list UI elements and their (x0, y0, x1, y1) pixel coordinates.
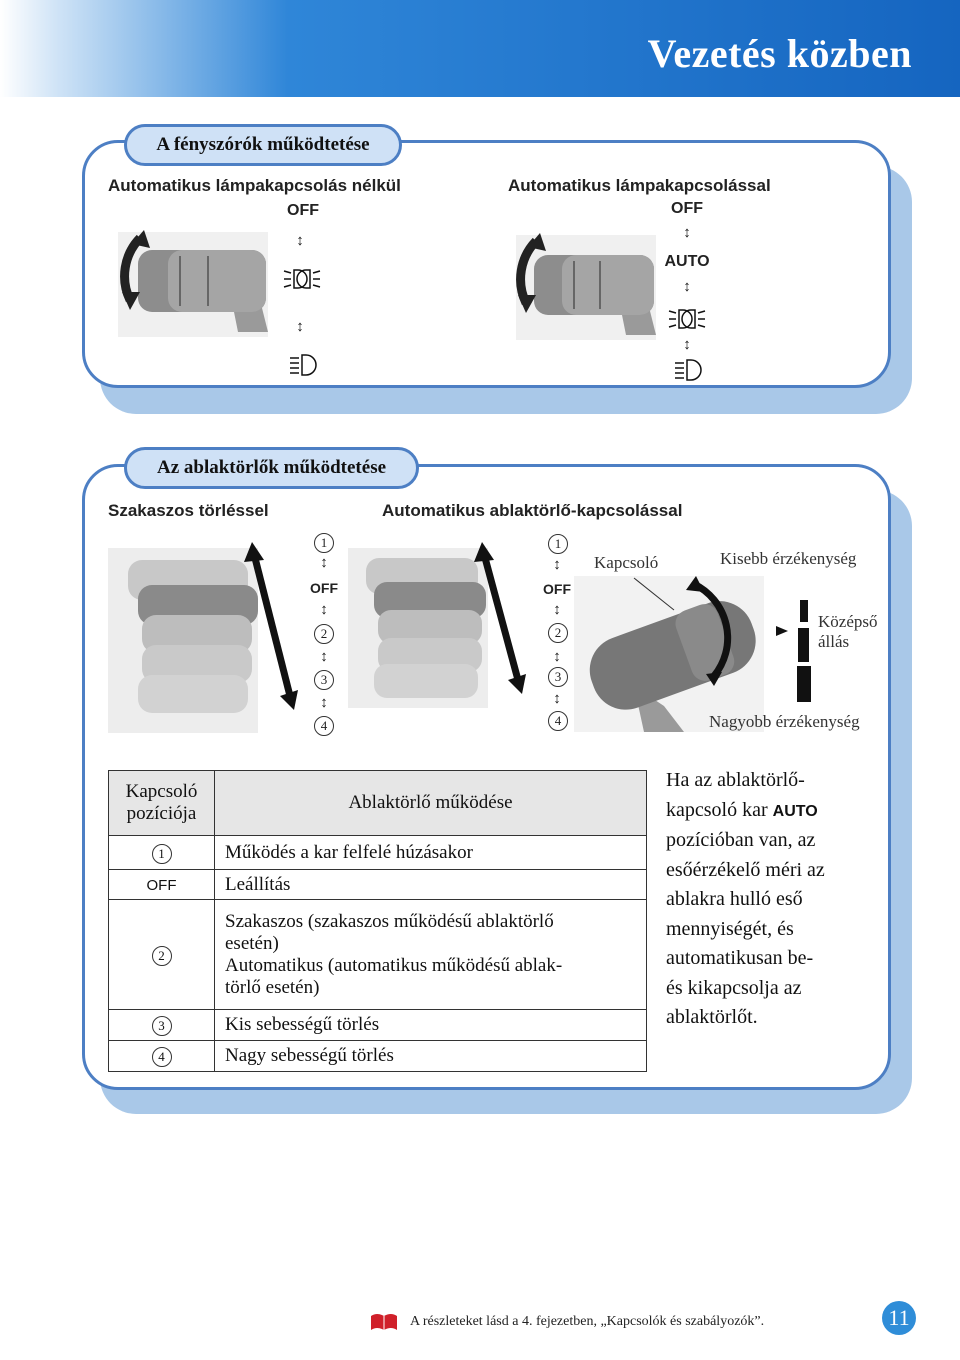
up-down-arrow-icon: ↕ (296, 233, 304, 249)
table-row (109, 870, 647, 900)
headlight-lever-image-left (108, 222, 278, 342)
up-down-arrow-icon: ↕ (683, 337, 691, 353)
table-row (109, 1010, 647, 1041)
up-down-arrow-icon: ↕ (320, 649, 328, 665)
wipers-section-tab: Az ablaktörlők működtetése (124, 447, 419, 489)
table-cell-operation: Leállítás (215, 870, 647, 900)
table-header-position: Kapcsoló pozíciója (109, 771, 215, 836)
position-3-marker: 3 (548, 667, 568, 687)
table-cell-operation: Nagy sebességű törlés (215, 1041, 647, 1072)
up-down-arrow-icon: ↕ (553, 602, 561, 618)
up-down-arrow-icon: ↕ (683, 225, 691, 241)
lights-right-off-label: OFF (671, 200, 703, 217)
position-4-marker: 4 (314, 716, 334, 736)
lights-right-auto-label: AUTO (664, 253, 710, 270)
position-2-marker: 2 (152, 946, 172, 966)
up-down-arrow-icon: ↕ (320, 695, 328, 711)
position-off-marker: OFF (543, 581, 571, 597)
middle-position-annotation-line2: állás (818, 632, 850, 651)
table-header-row (109, 771, 647, 836)
wipers-right-subtitle: Automatikus ablaktörlő-kapcsolással (382, 501, 683, 520)
headlight-low-beam-icon (673, 358, 705, 382)
wiper-lever-image-left (108, 540, 298, 735)
sensitivity-bar-high (797, 666, 811, 702)
headlight-low-beam-icon (288, 353, 320, 377)
book-icon (369, 1312, 399, 1332)
position-1-marker: 1 (314, 533, 334, 553)
up-down-arrow-icon: ↕ (553, 691, 561, 707)
up-down-arrow-icon: ↕ (320, 602, 328, 618)
up-down-arrow-icon: ↕ (553, 649, 561, 665)
position-1-marker: 1 (548, 534, 568, 554)
position-off-marker: OFF (146, 876, 177, 894)
wiper-lever-image-right (348, 540, 528, 710)
wipers-left-subtitle: Szakaszos törléssel (108, 501, 269, 520)
auto-wiper-explanation: Ha az ablaktörlő- kapcsoló kar AUTO pozícióban van, az esőérzékelő méri az ablakra hulló eső mennyiségét, és automatikusan be- és kikapcsolja az ablaktörlőt. (666, 769, 825, 1028)
parking-light-icon (282, 266, 322, 292)
up-down-arrow-icon: ↕ (296, 319, 304, 335)
lights-right-subtitle: Automatikus lámpakapcsolással (508, 176, 771, 195)
lights-left-subtitle: Automatikus lámpakapcsolás nélkül (108, 176, 401, 195)
less-sensitivity-annotation: Kisebb érzékenység (720, 549, 857, 568)
up-down-arrow-icon: ↕ (553, 557, 561, 573)
more-sensitivity-annotation: Nagyobb érzékenység (709, 712, 860, 731)
position-4-marker: 4 (152, 1047, 172, 1067)
table-row (109, 836, 647, 870)
table-row (109, 1041, 647, 1072)
position-off-marker: OFF (310, 580, 338, 596)
headlight-lever-image-right (506, 225, 666, 345)
table-header-operation: Ablaktörlő működése (215, 771, 647, 836)
parking-light-icon (667, 306, 707, 332)
up-down-arrow-icon: ↕ (320, 555, 328, 571)
position-3-marker: 3 (314, 670, 334, 690)
position-2-marker: 2 (548, 623, 568, 643)
position-3-marker: 3 (152, 1016, 172, 1036)
wiper-auto-switch-closeup (574, 576, 764, 732)
page-title: Vezetés közben (647, 31, 912, 76)
lights-left-off-label: OFF (287, 202, 319, 219)
middle-position-annotation-line1: Középső (818, 612, 878, 631)
auto-badge: AUTO (772, 802, 818, 820)
lights-section-tab: A fényszórók működtetése (124, 124, 402, 166)
table-cell-operation: Szakaszos (szakaszos működésű ablaktörlő esetén) Automatikus (automatikus működésű ablak- törlő esetén) (215, 900, 647, 1010)
table-cell-operation: Kis sebességű törlés (215, 1010, 647, 1041)
position-2-marker: 2 (314, 624, 334, 644)
wiper-operation-table (108, 770, 647, 1072)
footer-reference: A részleteket lásd a 4. fejezetben, „Kapcsolók és szabályozók”. (410, 1314, 765, 1329)
table-cell-operation: Működés a kar felfelé húzásakor (215, 836, 647, 870)
switch-annotation: Kapcsoló (594, 553, 659, 572)
up-down-arrow-icon: ↕ (683, 279, 691, 295)
table-row (109, 900, 647, 1010)
middle-position-pointer-icon (776, 626, 788, 636)
sensitivity-bar-mid (798, 628, 809, 662)
position-1-marker: 1 (152, 844, 172, 864)
sensitivity-bar-low (800, 600, 808, 622)
position-4-marker: 4 (548, 711, 568, 731)
page-number: 11 (882, 1301, 916, 1335)
